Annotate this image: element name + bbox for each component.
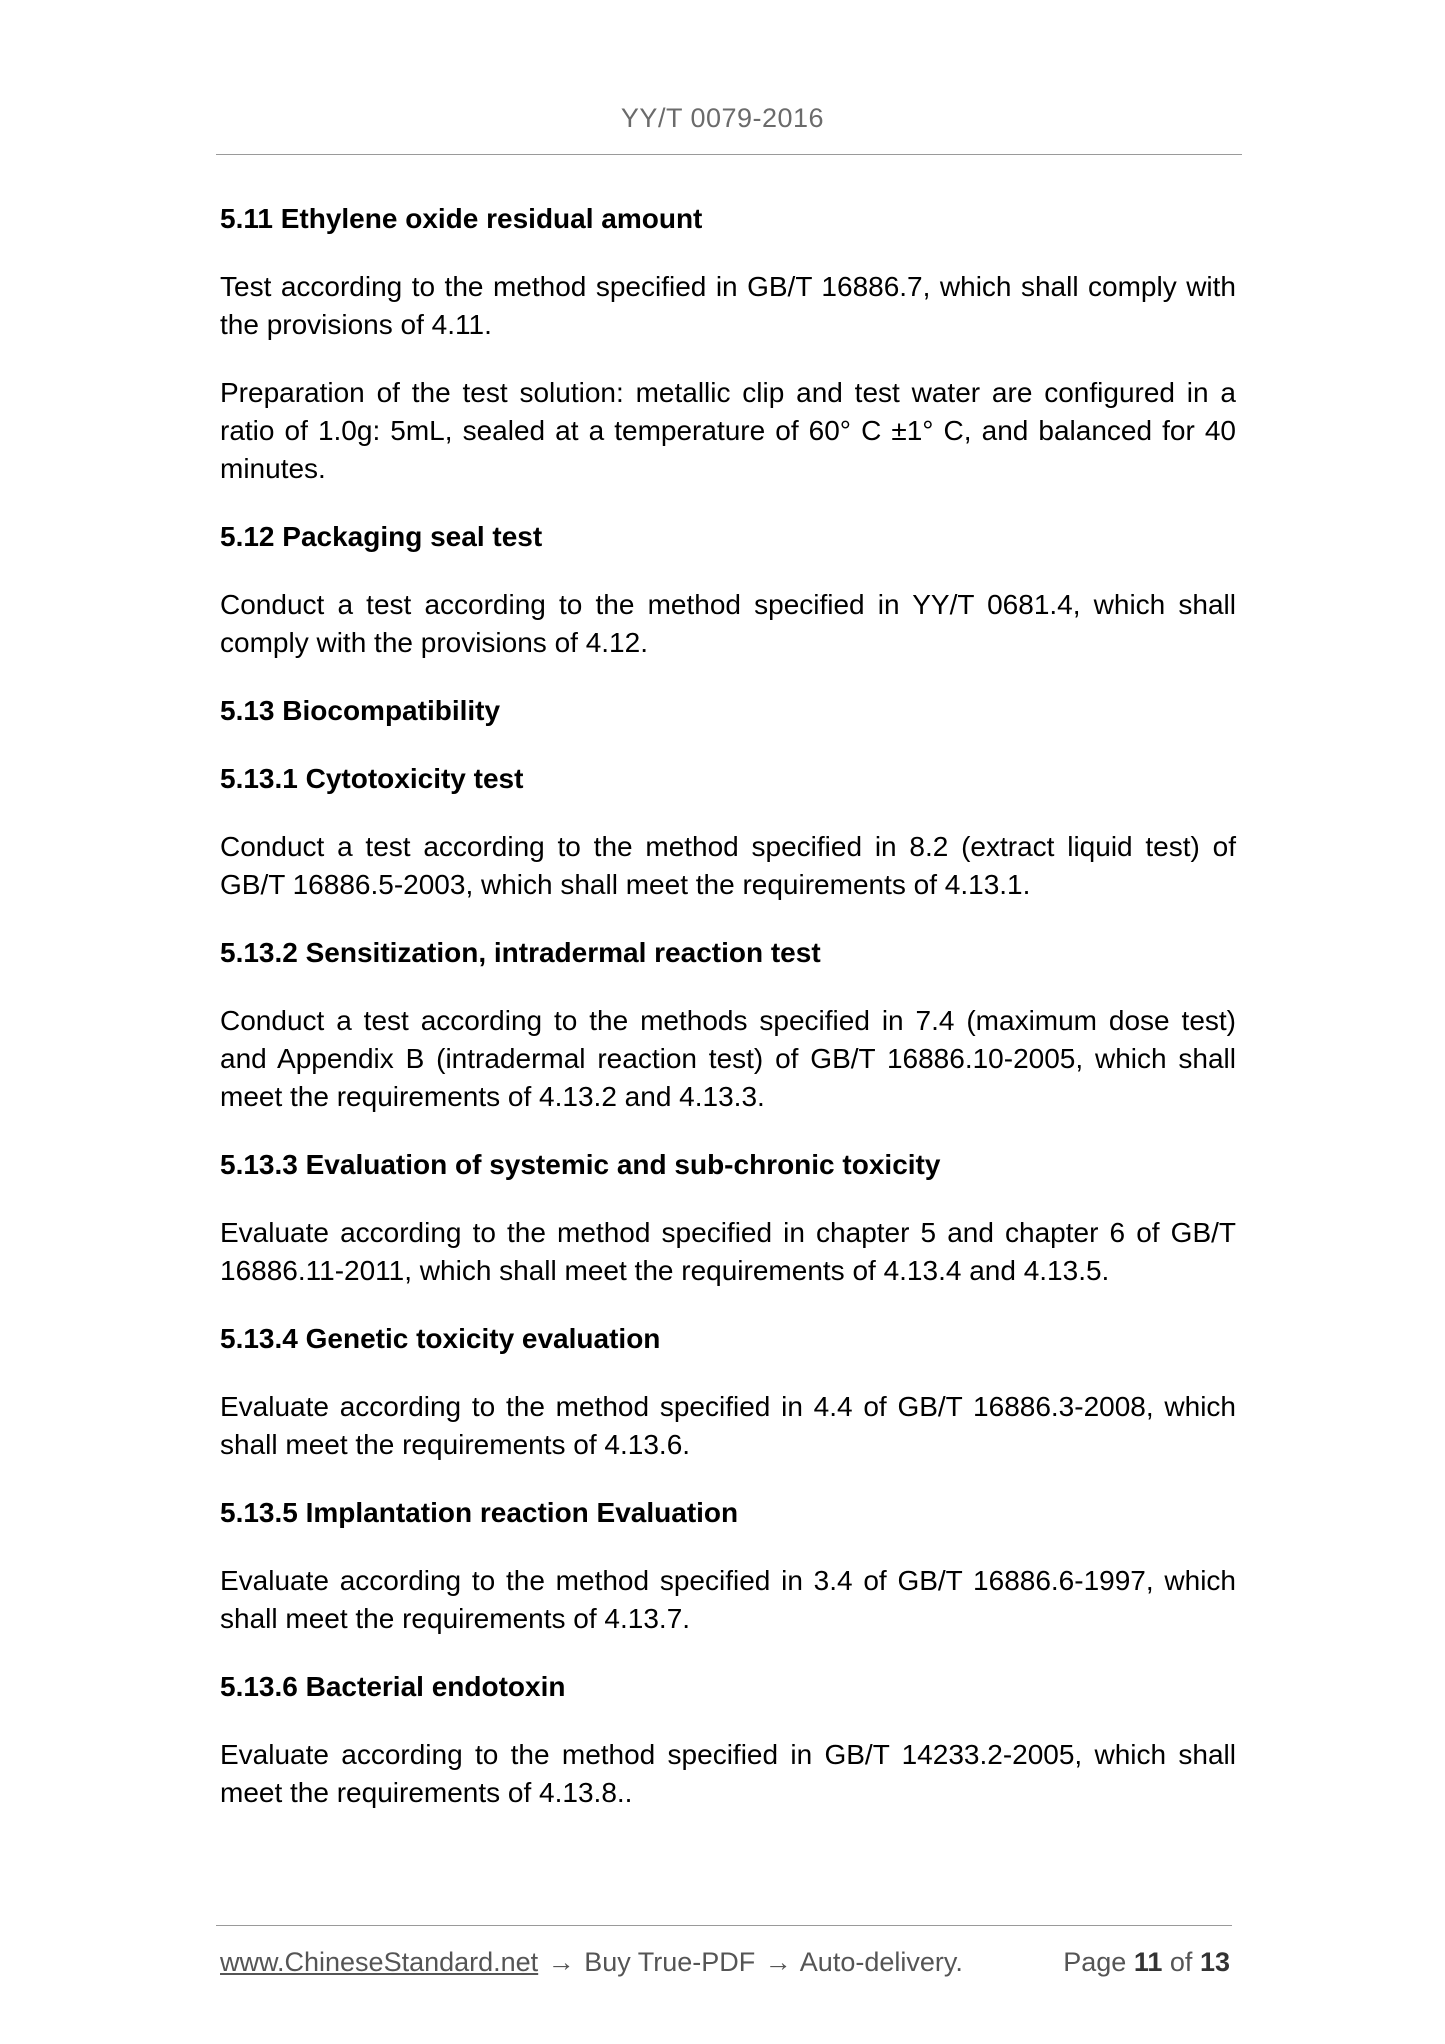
section-5-13 bbox=[220, 692, 1236, 730]
auto-delivery-text: Auto-delivery. bbox=[799, 1947, 963, 1977]
section-paragraph: Preparation of the test solution: metallic clip and test water are configured in a ratio of 1.0g: 5mL, sealed at a temperature of 60° C ±1° C, and balanced for 40 minutes. bbox=[220, 377, 1236, 484]
section-5-11 bbox=[220, 200, 1236, 488]
section-paragraph: Conduct a test according to the method specified in 8.2 (extract liquid test) of GB/T 16886.5-2003, which shall meet the requirements of 4.13.1. bbox=[220, 831, 1236, 900]
buy-pdf-text: Buy True-PDF bbox=[584, 1947, 756, 1977]
document-body bbox=[220, 200, 1236, 1842]
of-label: of bbox=[1169, 1947, 1193, 1977]
header-divider bbox=[216, 154, 1242, 155]
section-5-13-5 bbox=[220, 1494, 1236, 1638]
section-heading: 5.13.2 Sensitization, intradermal reaction test bbox=[220, 937, 821, 968]
section-heading: 5.13.1 Cytotoxicity test bbox=[220, 763, 524, 794]
arrow-right-icon: → bbox=[764, 1947, 792, 1977]
section-5-12 bbox=[220, 518, 1236, 662]
arrow-right-icon: → bbox=[547, 1947, 575, 1977]
section-heading: 5.13.6 Bacterial endotoxin bbox=[220, 1671, 566, 1702]
section-heading: 5.13.3 Evaluation of systemic and sub-chronic toxicity bbox=[220, 1149, 941, 1180]
page-label: Page bbox=[1063, 1947, 1127, 1977]
section-paragraph: Evaluate according to the method specified in 3.4 of GB/T 16886.6-1997, which shall meet the requirements of 4.13.7. bbox=[220, 1565, 1236, 1634]
section-5-13-3 bbox=[220, 1146, 1236, 1290]
section-heading: 5.13 Biocompatibility bbox=[220, 695, 501, 726]
section-paragraph: Evaluate according to the method specified in chapter 5 and chapter 6 of GB/T 16886.11-2011, which shall meet the requirements of 4.13.4 and 4.13.5. bbox=[220, 1217, 1236, 1286]
section-paragraph: Evaluate according to the method specified in 4.4 of GB/T 16886.3-2008, which shall meet the requirements of 4.13.6. bbox=[220, 1391, 1236, 1460]
footer-promo bbox=[220, 1945, 963, 1979]
website-link[interactable]: www.ChineseStandard.net bbox=[220, 1947, 539, 1977]
footer-divider bbox=[216, 1925, 1232, 1926]
section-paragraph: Evaluate according to the method specified in GB/T 14233.2-2005, which shall meet the requirements of 4.13.8.. bbox=[220, 1739, 1236, 1808]
section-paragraph: Conduct a test according to the methods specified in 7.4 (maximum dose test) and Appendix B (intradermal reaction test) of GB/T 16886.10-2005, which shall meet the requirements of 4.13.2 and 4.13.3. bbox=[220, 1005, 1236, 1112]
section-heading: 5.11 Ethylene oxide residual amount bbox=[220, 203, 703, 234]
section-heading: 5.13.4 Genetic toxicity evaluation bbox=[220, 1323, 661, 1354]
section-5-13-1 bbox=[220, 760, 1236, 904]
section-5-13-6 bbox=[220, 1668, 1236, 1812]
section-5-13-2 bbox=[220, 934, 1236, 1116]
section-paragraph: Test according to the method specified in GB/T 16886.7, which shall comply with the provisions of 4.11. bbox=[220, 271, 1236, 340]
page-indicator bbox=[1063, 1945, 1230, 1979]
current-page-number: 11 bbox=[1133, 1947, 1163, 1977]
section-5-13-4 bbox=[220, 1320, 1236, 1464]
section-paragraph: Conduct a test according to the method specified in YY/T 0681.4, which shall comply with the provisions of 4.12. bbox=[220, 589, 1236, 658]
document-code: YY/T 0079-2016 bbox=[620, 103, 825, 133]
section-heading: 5.13.5 Implantation reaction Evaluation bbox=[220, 1497, 739, 1528]
total-pages-number: 13 bbox=[1199, 1947, 1230, 1977]
section-heading: 5.12 Packaging seal test bbox=[220, 521, 543, 552]
